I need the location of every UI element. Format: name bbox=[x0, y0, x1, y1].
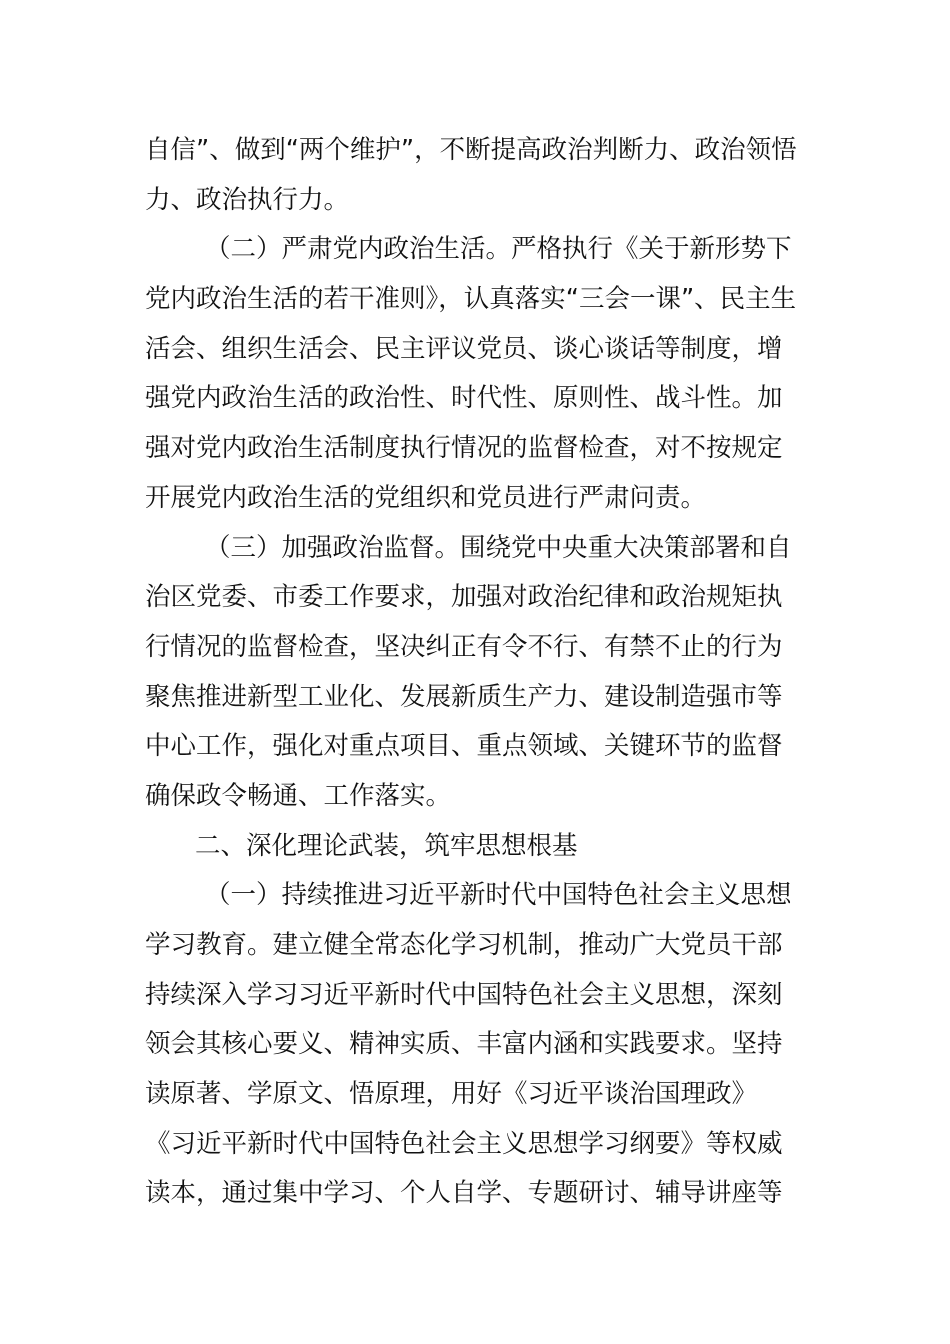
paragraph-line: 学习教育。建立健全常态化学习机制，推动广大党员干部 bbox=[145, 930, 783, 960]
section-1-heading-line: （一）持续推进习近平新时代中国特色社会主义思想 bbox=[205, 880, 792, 911]
paragraph-line: 聚焦推进新型工业化、发展新质生产力、建设制造强市等 bbox=[145, 681, 783, 712]
paragraph-line: 强党内政治生活的政治性、时代性、原则性、战斗性。加 bbox=[145, 383, 783, 414]
paragraph-line: 治区党委、市委工作要求，加强对政治纪律和政治规矩执 bbox=[145, 582, 783, 613]
paragraph-line: 活会、组织生活会、民主评议党员、谈心谈话等制度，增 bbox=[145, 333, 783, 364]
paragraph-line: 读原著、学原文、悟原理，用好《习近平谈治国理政》 bbox=[145, 1079, 758, 1110]
paragraph-line: 确保政令畅通、工作落实。 bbox=[145, 780, 452, 811]
paragraph-line: 强对党内政治生活制度执行情况的监督检查，对不按规定 bbox=[145, 433, 783, 464]
paragraph-line: 行情况的监督检查，坚决纠正有令不行、有禁不止的行为 bbox=[145, 631, 783, 662]
paragraph-line: 开展党内政治生活的党组织和党员进行严肃问责。 bbox=[145, 482, 707, 513]
paragraph-line: 中心工作，强化对重点项目、重点领域、关键环节的监督 bbox=[145, 731, 783, 762]
paragraph-line: 读本，通过集中学习、个人自学、专题研讨、辅导讲座等 bbox=[145, 1178, 783, 1209]
paragraph-line: 党内政治生活的若干准则》，认真落实“三会一课”、民主生 bbox=[145, 284, 797, 315]
section-2-heading-line: （二）严肃党内政治生活。严格执行《关于新形势下 bbox=[205, 234, 792, 265]
paragraph-line: 自信”、做到“两个维护”，不断提高政治判断力、政治领悟 bbox=[145, 135, 797, 165]
paragraph-line: 领会其核心要义、精神实质、丰富内涵和实践要求。坚持 bbox=[145, 1029, 783, 1060]
chapter-heading: 二、深化理论武装，筑牢思想根基 bbox=[195, 830, 578, 861]
paragraph-line: 《习近平新时代中国特色社会主义思想学习纲要》等权威 bbox=[145, 1128, 783, 1159]
document-body bbox=[145, 126, 810, 1219]
section-3-heading-line: （三）加强政治监督。围绕党中央重大决策部署和自 bbox=[205, 532, 792, 563]
paragraph-line: 持续深入学习习近平新时代中国特色社会主义思想，深刻 bbox=[145, 979, 783, 1010]
paragraph-line: 力、政治执行力。 bbox=[145, 184, 350, 215]
